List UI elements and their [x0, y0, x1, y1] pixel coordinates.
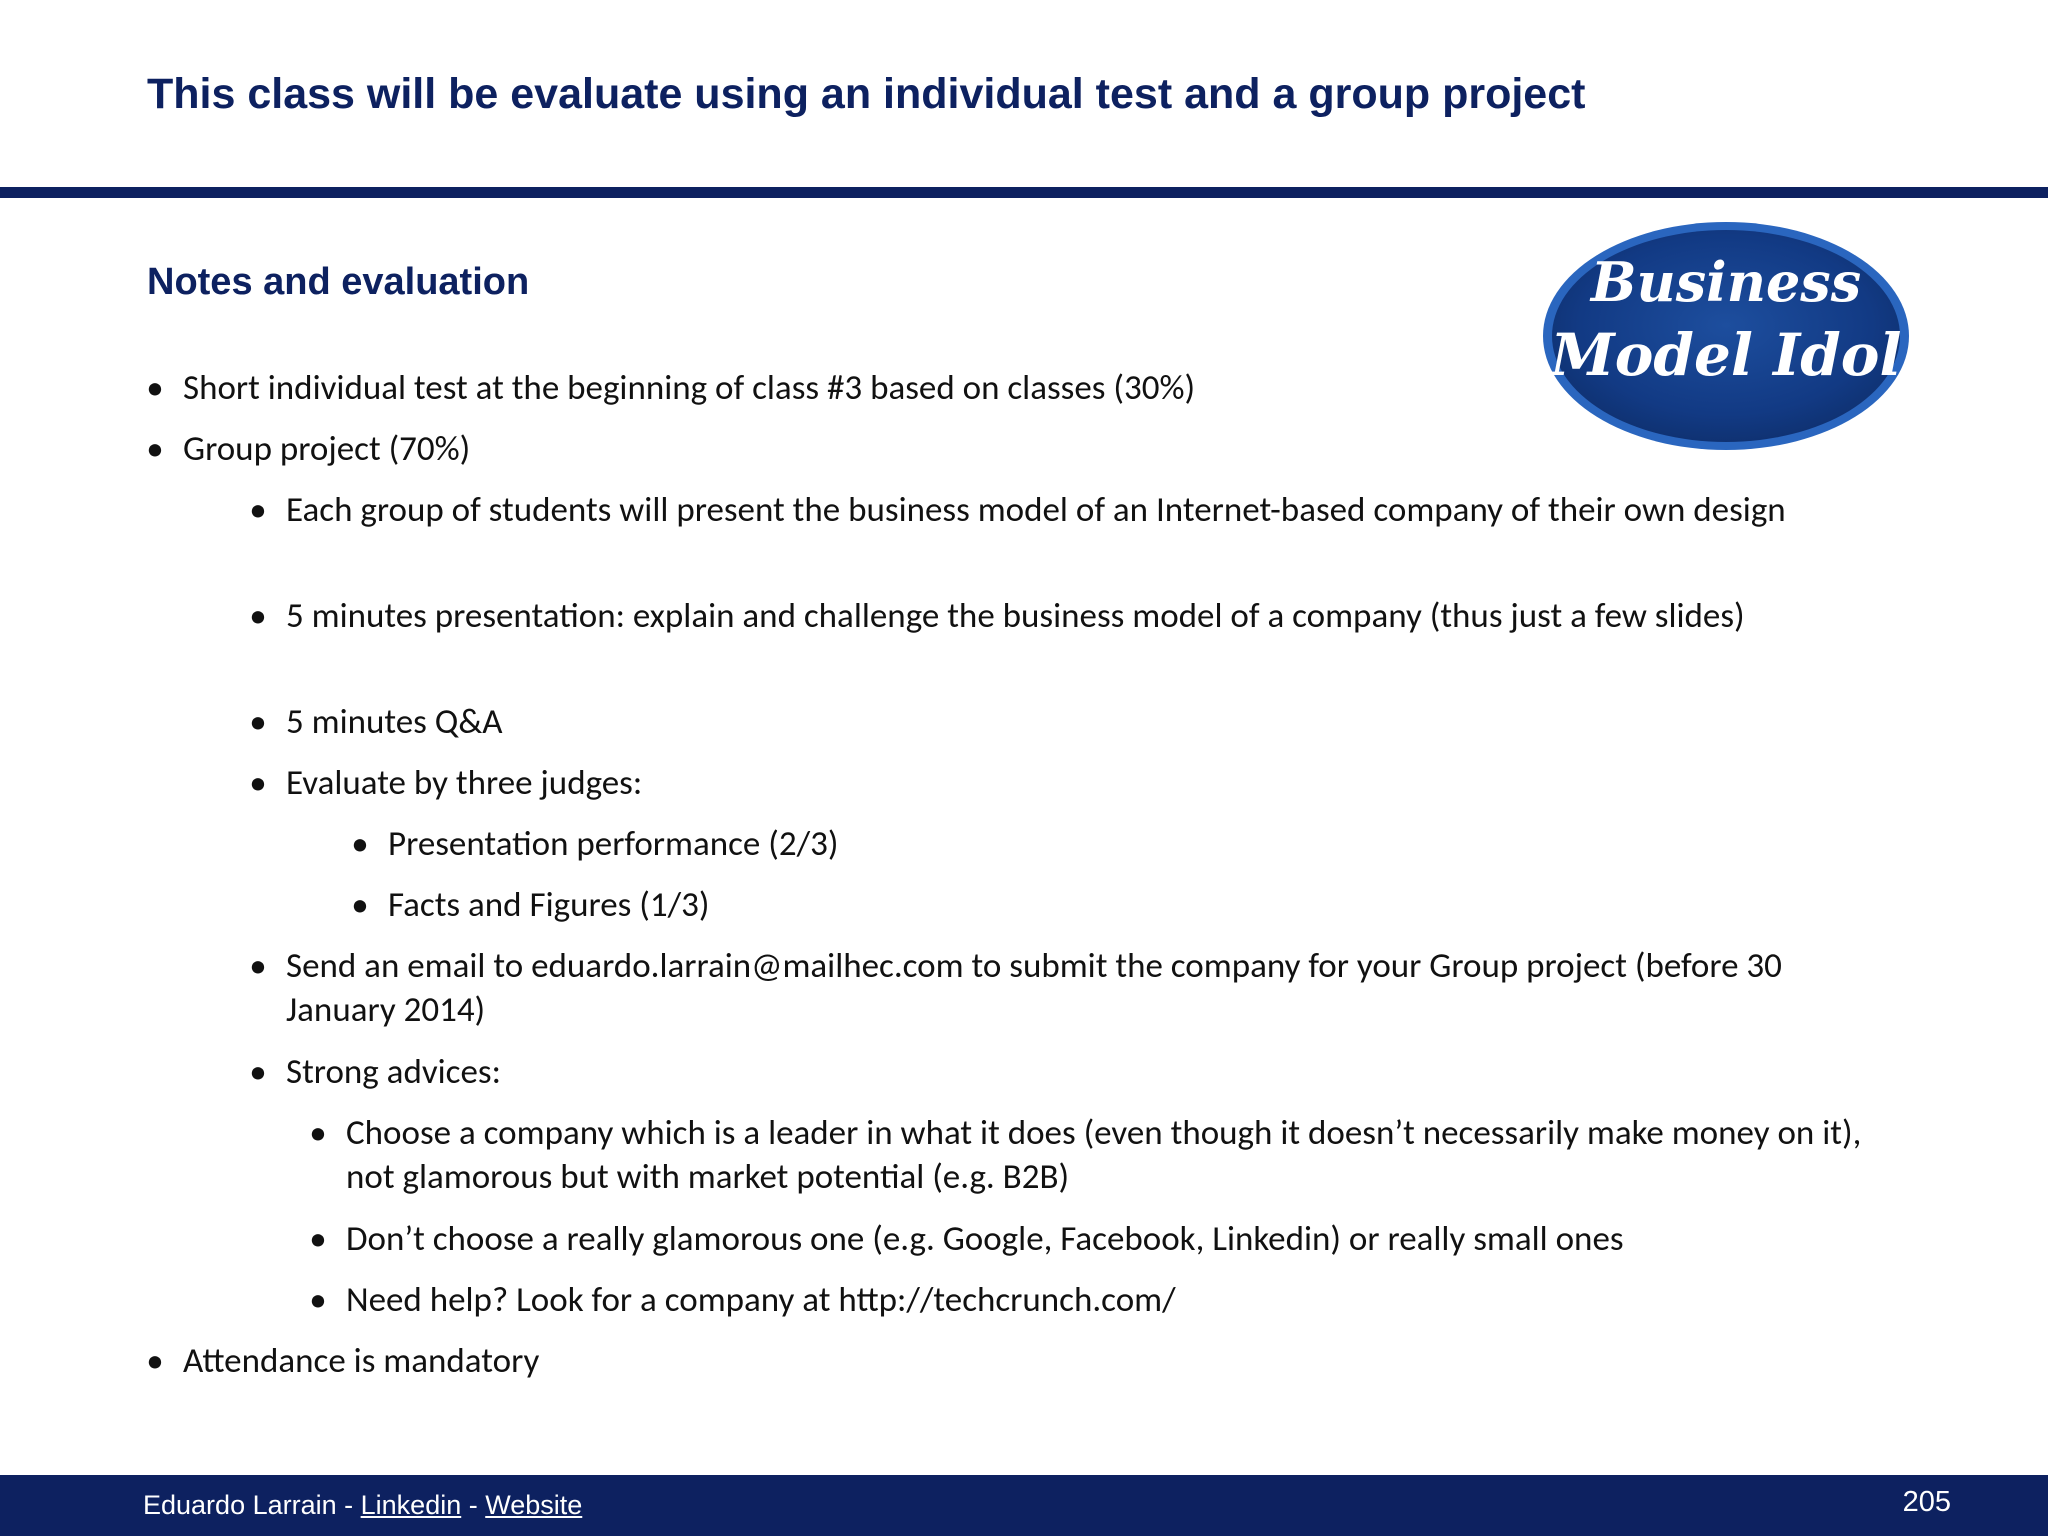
- bullet-marker: •: [309, 1279, 327, 1321]
- list-item: [249, 944, 1886, 1032]
- list-item: [146, 427, 1583, 471]
- list-item: [249, 1050, 1886, 1094]
- bullet-text: 5 minutes Q&A: [286, 701, 503, 743]
- list-item: [249, 488, 1906, 532]
- list-item: [309, 1111, 1906, 1199]
- bullet-text: Group project (70%): [183, 428, 471, 470]
- bullet-marker: •: [249, 595, 267, 637]
- bullet-marker: •: [351, 823, 369, 865]
- list-item: [146, 366, 1403, 410]
- linkedin-link[interactable]: Linkedin: [360, 1490, 462, 1520]
- bullet-text: Send an email to eduardo.larrain@mailhec.com to submit the company for your Group project (before 30 January 2014): [286, 945, 1782, 1031]
- footer-credits: [143, 1487, 582, 1523]
- list-item: [309, 1217, 1946, 1261]
- bullet-marker: •: [146, 367, 164, 409]
- bullet-marker: •: [249, 1051, 267, 1093]
- bullet-text: Don’t choose a really glamorous one (e.g. Google, Facebook, Linkedin) or really small ones: [346, 1218, 1624, 1260]
- bullet-marker: •: [146, 428, 164, 470]
- footer-bar: [0, 1475, 2048, 1536]
- bullet-marker: •: [249, 701, 267, 743]
- list-item: [249, 700, 1886, 744]
- list-item: [351, 822, 1888, 866]
- list-item: [249, 594, 1886, 638]
- logo-line-1: Business: [1590, 250, 1862, 314]
- footer-author: Eduardo Larrain: [143, 1490, 337, 1520]
- page-number: 205: [1902, 1486, 1951, 1518]
- logo-line-2: Model Idol: [1550, 321, 1902, 389]
- bullet-marker: •: [351, 884, 369, 926]
- website-link[interactable]: Website: [485, 1490, 583, 1520]
- bullet-marker: •: [249, 945, 267, 987]
- list-item: [309, 1278, 1946, 1322]
- bullet-text: Evaluate by three judges:: [286, 762, 643, 804]
- bullet-marker: •: [249, 489, 267, 531]
- bullet-text: Presentation performance (2/3): [388, 823, 839, 865]
- list-item: [351, 883, 1888, 927]
- bullet-marker: •: [146, 1340, 164, 1382]
- footer-separator: -: [336, 1490, 361, 1520]
- list-item: [146, 1339, 1583, 1383]
- bullet-marker: •: [309, 1218, 327, 1260]
- bullet-text: Each group of students will present the business model of an Internet-based company of their own design: [286, 489, 1786, 531]
- bullet-text: Attendance is mandatory: [183, 1340, 540, 1382]
- bullet-text: Choose a company which is a leader in what it does (even though it doesn’t necessarily make money on it), not glamorous but with market potential (e.g. B2B): [346, 1112, 1862, 1198]
- bullet-text: 5 minutes presentation: explain and challenge the business model of a company (thus just a few slides): [286, 595, 1745, 637]
- bullet-text: Need help? Look for a company at http://techcrunch.com/: [346, 1279, 1176, 1321]
- footer-separator: -: [461, 1490, 486, 1520]
- bullet-text: Short individual test at the beginning of class #3 based on classes (30%): [183, 367, 1196, 409]
- list-item: [249, 761, 1886, 805]
- bullet-marker: •: [309, 1112, 327, 1154]
- bullet-text: Strong advices:: [286, 1051, 501, 1093]
- section-heading: Notes and evaluation: [147, 261, 530, 303]
- bullet-marker: •: [249, 762, 267, 804]
- slide-title: This class will be evaluate using an individual test and a group project: [147, 70, 1586, 118]
- bullet-text: Facts and Figures (1/3): [388, 884, 710, 926]
